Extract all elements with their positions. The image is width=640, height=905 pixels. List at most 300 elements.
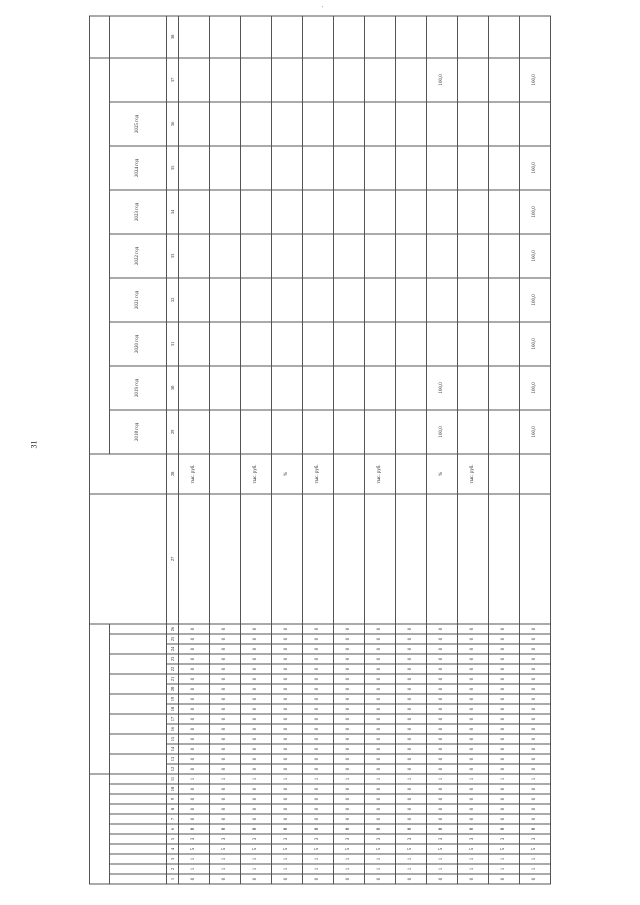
value-cell: [272, 322, 303, 366]
code-cell: 0: [365, 744, 396, 754]
code-cell: 0: [458, 644, 489, 654]
value-cell: [303, 322, 334, 366]
column-number: 16: [167, 724, 179, 734]
code-cell: 0: [365, 734, 396, 744]
code-cell: 1: [210, 864, 241, 874]
indicator-name-cell: [427, 494, 458, 624]
value-cell: 100,0: [520, 146, 551, 190]
code-subheader: [109, 814, 166, 824]
code-cell: 1: [458, 864, 489, 874]
indicator-name-cell: [303, 494, 334, 624]
code-cell: 3: [179, 834, 210, 844]
header-completion: [90, 16, 110, 58]
final-value-cell: 100,0: [427, 58, 458, 102]
value-cell: [427, 102, 458, 146]
column-number: 9: [167, 794, 179, 804]
code-cell: 0: [334, 644, 365, 654]
value-cell: 100,0: [520, 410, 551, 454]
year-header: 2025 год: [109, 102, 166, 146]
final-value-header: [109, 58, 166, 102]
code-cell: 0: [303, 624, 334, 634]
code-cell: 0: [520, 654, 551, 664]
code-cell: 5: [365, 844, 396, 854]
code-cell: 0: [520, 624, 551, 634]
code-cell: 0: [489, 674, 520, 684]
code-cell: 0: [365, 804, 396, 814]
code-cell: 0: [210, 874, 241, 884]
value-cell: [241, 322, 272, 366]
code-cell: 0: [334, 634, 365, 644]
indicator-name-cell: [334, 494, 365, 624]
year-header: 2023 год: [109, 190, 166, 234]
code-subheader: [109, 854, 166, 864]
code-cell: 0: [272, 674, 303, 684]
column-number: 25: [167, 634, 179, 644]
value-cell: [489, 278, 520, 322]
value-cell: [396, 410, 427, 454]
value-cell: [520, 102, 551, 146]
code-cell: 0: [179, 634, 210, 644]
code-cell: 1: [334, 774, 365, 784]
value-cell: [334, 190, 365, 234]
code-cell: 0: [303, 764, 334, 774]
indicator-name-cell: [241, 494, 272, 624]
code-cell: 0: [396, 794, 427, 804]
code-cell: 0: [334, 674, 365, 684]
code-cell: 0: [210, 784, 241, 794]
code-cell: 0: [303, 784, 334, 794]
code-cell: 0: [179, 664, 210, 674]
column-number: 18: [167, 704, 179, 714]
code-cell: 0: [427, 734, 458, 744]
column-number: 34: [167, 190, 179, 234]
addcode-subheader: [109, 654, 166, 674]
value-cell: [272, 146, 303, 190]
code-cell: 0: [365, 764, 396, 774]
column-number: 13: [167, 754, 179, 764]
page-number: 31: [29, 440, 39, 449]
code-cell: 1: [489, 854, 520, 864]
code-cell: 0: [303, 634, 334, 644]
code-cell: 0: [334, 784, 365, 794]
value-cell: [241, 190, 272, 234]
code-cell: 0: [179, 724, 210, 734]
code-cell: 0: [179, 744, 210, 754]
code-subheader: [109, 824, 166, 834]
header-indicator-name: [90, 494, 167, 624]
code-cell: 5: [210, 844, 241, 854]
rotated-table-wrapper: [89, 34, 551, 885]
code-cell: 0: [241, 664, 272, 674]
value-cell: [179, 190, 210, 234]
column-number: 27: [167, 494, 179, 624]
code-cell: 0: [272, 754, 303, 764]
value-cell: 100,0: [520, 322, 551, 366]
column-number: 4: [167, 844, 179, 854]
code-cell: 0: [334, 684, 365, 694]
code-cell: 0: [458, 624, 489, 634]
value-cell: [334, 366, 365, 410]
code-cell: 0: [303, 654, 334, 664]
header-program-code: [90, 774, 110, 884]
code-cell: 0: [241, 704, 272, 714]
code-cell: 0: [365, 634, 396, 644]
code-cell: 0: [458, 814, 489, 824]
code-cell: 0: [396, 804, 427, 814]
final-value-cell: [489, 58, 520, 102]
value-cell: [489, 234, 520, 278]
code-cell: 0: [489, 724, 520, 734]
value-cell: [334, 322, 365, 366]
value-cell: [303, 366, 334, 410]
code-cell: 0: [179, 784, 210, 794]
year-header: 2021 год: [109, 278, 166, 322]
code-cell: 0: [458, 684, 489, 694]
code-subheader: [109, 774, 166, 784]
code-cell: 0: [179, 624, 210, 634]
indicator-name-cell: [272, 494, 303, 624]
code-cell: 3: [334, 834, 365, 844]
indicator-name-cell: [489, 494, 520, 624]
code-cell: 0: [489, 874, 520, 884]
column-number: 15: [167, 734, 179, 744]
code-cell: 0: [396, 694, 427, 704]
code-cell: 0: [365, 694, 396, 704]
value-cell: [179, 410, 210, 454]
code-cell: 8: [458, 824, 489, 834]
code-cell: 0: [241, 674, 272, 684]
code-cell: 0: [303, 664, 334, 674]
code-cell: 0: [396, 724, 427, 734]
code-cell: 8: [272, 824, 303, 834]
code-cell: 0: [272, 644, 303, 654]
code-cell: 0: [520, 644, 551, 654]
code-cell: 0: [241, 714, 272, 724]
unit-cell: %: [427, 454, 458, 494]
value-cell: [365, 410, 396, 454]
value-cell: [272, 410, 303, 454]
code-cell: 0: [365, 874, 396, 884]
code-cell: 0: [210, 684, 241, 694]
code-cell: 1: [210, 774, 241, 784]
completion-cell: [396, 16, 427, 58]
table-row: [210, 16, 241, 884]
value-cell: [458, 190, 489, 234]
unit-cell: [210, 454, 241, 494]
code-cell: 0: [210, 624, 241, 634]
column-number: 2: [167, 864, 179, 874]
code-subheader: [109, 804, 166, 814]
code-cell: 0: [303, 704, 334, 714]
code-cell: 8: [241, 824, 272, 834]
code-subheader: [109, 864, 166, 874]
value-cell: [427, 234, 458, 278]
code-cell: 8: [365, 824, 396, 834]
code-cell: 1: [303, 864, 334, 874]
code-cell: 0: [396, 754, 427, 764]
code-cell: 1: [272, 864, 303, 874]
table-row: [334, 16, 365, 884]
code-cell: 5: [303, 844, 334, 854]
unit-cell: %: [272, 454, 303, 494]
value-cell: [210, 190, 241, 234]
column-number: 6: [167, 824, 179, 834]
code-cell: 0: [241, 684, 272, 694]
column-number: 23: [167, 654, 179, 664]
table-row: [365, 16, 396, 884]
code-cell: 0: [241, 744, 272, 754]
code-cell: 1: [272, 774, 303, 784]
code-cell: 0: [334, 724, 365, 734]
completion-cell: [458, 16, 489, 58]
code-cell: 0: [520, 874, 551, 884]
code-cell: 0: [241, 874, 272, 884]
code-cell: 0: [179, 764, 210, 774]
value-cell: [365, 322, 396, 366]
code-cell: 0: [520, 734, 551, 744]
indicator-name-cell: [458, 494, 489, 624]
code-cell: 3: [458, 834, 489, 844]
column-number: 24: [167, 644, 179, 654]
code-cell: 1: [427, 774, 458, 784]
value-cell: [396, 102, 427, 146]
code-cell: 1: [334, 854, 365, 864]
code-cell: 0: [396, 744, 427, 754]
code-cell: 0: [241, 814, 272, 824]
final-value-cell: [179, 58, 210, 102]
code-cell: 0: [458, 694, 489, 704]
value-cell: [210, 146, 241, 190]
code-cell: 0: [272, 624, 303, 634]
code-cell: 0: [427, 794, 458, 804]
value-cell: [179, 146, 210, 190]
code-cell: 0: [210, 754, 241, 764]
code-cell: 0: [396, 664, 427, 674]
code-cell: 0: [458, 804, 489, 814]
code-cell: 0: [396, 874, 427, 884]
code-cell: 0: [334, 654, 365, 664]
column-number: 17: [167, 714, 179, 724]
code-cell: 8: [427, 824, 458, 834]
code-cell: 0: [241, 754, 272, 764]
value-cell: [303, 410, 334, 454]
code-cell: 0: [427, 654, 458, 664]
value-cell: [489, 146, 520, 190]
code-subheader: [109, 784, 166, 794]
code-cell: 0: [210, 664, 241, 674]
code-cell: 0: [520, 634, 551, 644]
code-cell: 0: [334, 804, 365, 814]
code-cell: 0: [520, 724, 551, 734]
code-cell: 0: [334, 714, 365, 724]
code-cell: 0: [334, 664, 365, 674]
code-cell: 3: [272, 834, 303, 844]
value-cell: [334, 102, 365, 146]
code-cell: 0: [334, 694, 365, 704]
code-cell: 0: [365, 664, 396, 674]
code-cell: 0: [458, 654, 489, 664]
code-cell: 5: [489, 844, 520, 854]
code-cell: 0: [334, 704, 365, 714]
code-cell: 0: [303, 674, 334, 684]
completion-cell: [520, 16, 551, 58]
code-cell: 0: [241, 794, 272, 804]
value-cell: [210, 102, 241, 146]
column-number: 36: [167, 102, 179, 146]
value-cell: [241, 234, 272, 278]
code-cell: 0: [241, 804, 272, 814]
year-header: 2019 год: [109, 366, 166, 410]
code-cell: 0: [179, 684, 210, 694]
code-cell: 0: [458, 674, 489, 684]
code-cell: 0: [427, 744, 458, 754]
value-cell: [458, 278, 489, 322]
value-cell: [458, 146, 489, 190]
completion-cell: [179, 16, 210, 58]
addcode-subheader: [109, 624, 166, 634]
table-row: [458, 16, 489, 884]
column-number: 5: [167, 834, 179, 844]
code-cell: 0: [210, 634, 241, 644]
code-cell: 1: [520, 854, 551, 864]
code-cell: 0: [272, 724, 303, 734]
code-cell: 3: [365, 834, 396, 844]
code-cell: 1: [365, 774, 396, 784]
table-row: [396, 16, 427, 884]
column-number: 8: [167, 804, 179, 814]
code-cell: 0: [458, 744, 489, 754]
column-number-row: [167, 16, 179, 884]
value-cell: [396, 366, 427, 410]
code-cell: 3: [303, 834, 334, 844]
code-cell: 3: [210, 834, 241, 844]
value-cell: [365, 102, 396, 146]
value-cell: [210, 234, 241, 278]
code-cell: 0: [272, 704, 303, 714]
code-cell: 0: [272, 664, 303, 674]
code-cell: 0: [427, 694, 458, 704]
code-cell: 0: [489, 714, 520, 724]
code-cell: 0: [179, 674, 210, 684]
code-cell: 0: [489, 704, 520, 714]
value-cell: [303, 146, 334, 190]
value-cell: [241, 366, 272, 410]
value-cell: [272, 278, 303, 322]
code-cell: 0: [365, 714, 396, 724]
code-cell: 0: [489, 664, 520, 674]
header-additional-code: [90, 624, 110, 774]
code-cell: 0: [303, 714, 334, 724]
column-number: 26: [167, 624, 179, 634]
code-cell: 0: [365, 754, 396, 764]
code-cell: 0: [272, 734, 303, 744]
value-cell: 100,0: [520, 190, 551, 234]
code-cell: 1: [427, 854, 458, 864]
code-cell: 0: [520, 804, 551, 814]
code-cell: 1: [210, 854, 241, 864]
code-cell: 0: [179, 644, 210, 654]
value-cell: [241, 102, 272, 146]
code-cell: 0: [427, 724, 458, 734]
code-cell: 0: [210, 644, 241, 654]
value-cell: [179, 322, 210, 366]
code-cell: 0: [489, 814, 520, 824]
page-mark: ': [322, 6, 324, 12]
code-cell: 0: [427, 784, 458, 794]
value-cell: [179, 366, 210, 410]
code-cell: 0: [520, 764, 551, 774]
completion-cell: [334, 16, 365, 58]
code-cell: 0: [520, 784, 551, 794]
column-number: 19: [167, 694, 179, 704]
completion-cell: [272, 16, 303, 58]
code-cell: 0: [396, 674, 427, 684]
code-cell: 0: [427, 814, 458, 824]
column-number: 28: [167, 454, 179, 494]
code-cell: 0: [520, 744, 551, 754]
value-cell: [365, 234, 396, 278]
value-cell: [489, 102, 520, 146]
code-cell: 0: [241, 734, 272, 744]
value-cell: [427, 278, 458, 322]
code-cell: 0: [272, 814, 303, 824]
code-cell: 0: [427, 644, 458, 654]
code-cell: 0: [334, 814, 365, 824]
table-row: [489, 16, 520, 884]
code-cell: 1: [396, 864, 427, 874]
code-cell: 0: [272, 784, 303, 794]
code-cell: 0: [458, 794, 489, 804]
code-cell: 0: [458, 724, 489, 734]
value-cell: [334, 146, 365, 190]
code-cell: 0: [427, 874, 458, 884]
addcode-subheader: [109, 674, 166, 694]
code-cell: 0: [303, 874, 334, 884]
completion-cell: [241, 16, 272, 58]
code-cell: 1: [458, 854, 489, 864]
value-cell: [458, 322, 489, 366]
indicator-name-cell: [179, 494, 210, 624]
code-cell: 0: [427, 624, 458, 634]
code-cell: 3: [396, 834, 427, 844]
code-cell: 0: [396, 654, 427, 664]
column-number: 21: [167, 674, 179, 684]
value-cell: [489, 190, 520, 234]
code-cell: 1: [303, 854, 334, 864]
year-header: 2018 год: [109, 410, 166, 454]
program-indicator-table: [89, 15, 551, 884]
code-cell: 0: [489, 794, 520, 804]
code-cell: 0: [396, 734, 427, 744]
code-cell: 3: [241, 834, 272, 844]
code-cell: 0: [489, 744, 520, 754]
final-value-cell: [334, 58, 365, 102]
final-value-cell: [303, 58, 334, 102]
table-row: [272, 16, 303, 884]
code-cell: 0: [520, 694, 551, 704]
value-cell: [272, 366, 303, 410]
code-cell: 0: [241, 634, 272, 644]
column-number: 30: [167, 366, 179, 410]
final-value-cell: 100,0: [520, 58, 551, 102]
code-cell: 0: [365, 784, 396, 794]
code-cell: 0: [272, 744, 303, 754]
value-cell: [365, 146, 396, 190]
unit-cell: тыс. руб.: [303, 454, 334, 494]
unit-cell: тыс. руб.: [241, 454, 272, 494]
value-cell: [365, 366, 396, 410]
header-indicator-values: [90, 58, 110, 454]
